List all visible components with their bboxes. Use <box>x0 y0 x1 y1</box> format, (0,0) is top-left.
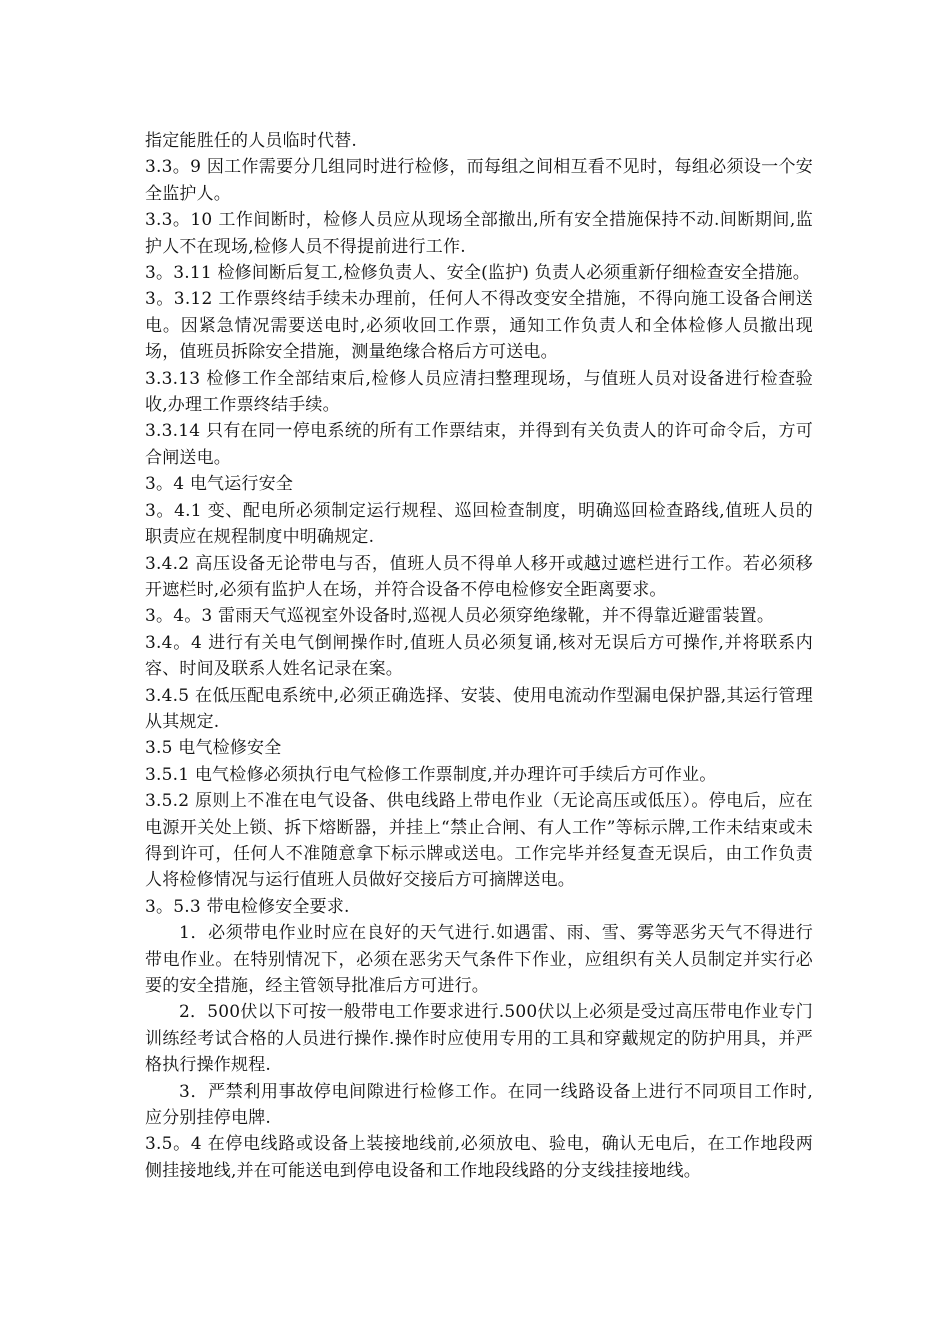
paragraph-3-4-2: 3.4.2 高压设备无论带电与否，值班人员不得单人移开或越过遮栏进行工作。若必须移开遮栏时,必须有监护人在场，并符合设备不停电检修安全距离要求。 <box>145 553 813 600</box>
paragraph-3-5-2: 3.5.2 原则上不准在电气设备、供电线路上带电作业（无论高压或低压）。停电后，应在电源开关处上锁、拆下熔断器，并挂上“禁止合闸、有人工作”等标示牌,工作未结束或未得到许可，任何人不准随意拿下标示牌或送电。工作完毕并经复查无误后，由工作负责人将检修情况与运行值班人员做好交接后方可摘牌送电。 <box>145 791 813 891</box>
paragraph-substitute-staff: 指定能胜任的人员临时代替. <box>145 131 358 151</box>
paragraph-3-3-11: 3。3.11 检修间断后复工,检修负责人、安全(监护) 负责人必须重新仔细检查安全措施。 <box>145 263 810 284</box>
list-item-2: 2．500伏以下可按一般带电工作要求进行.500伏以上必须是受过高压带电作业专门训练经考试合格的人员进行操作.操作时应使用专用的工具和穿戴规定的防护用具，并严格执行操作规程. <box>145 1002 813 1076</box>
paragraph-3-5-4: 3.5。4 在停电线路或设备上装接地线前,必须放电、验电，确认无电后，在工作地段两侧挂接地线,并在可能送电到停电设备和工作地段线路的分支线挂接地线。 <box>145 1134 813 1181</box>
paragraph-3-4-1: 3。4.1 变、配电所必须制定运行规程、巡回检查制度，明确巡回检查路线,值班人员的职责应在规程制度中明确规定. <box>145 500 813 548</box>
paragraph-3-3-10: 3.3。10 工作间断时，检修人员应从现场全部撤出,所有安全措施保持不动.间断期间,监护人不在现场,检修人员不得提前进行工作. <box>145 210 813 257</box>
paragraph-3-5-3: 3。5.3 带电检修安全要求. <box>145 896 350 917</box>
paragraph-3-4-3: 3。4。3 雷雨天气巡视室外设备时,巡视人员必须穿绝缘靴，并不得靠近避雷装置。 <box>145 606 775 627</box>
section-heading-3-4: 3。4 电气运行安全 <box>145 474 294 495</box>
paragraph-3-3-13: 3.3.13 检修工作全部结束后,检修人员应清扫整理现场，与值班人员对设备进行检查验收,办理工作票终结手续。 <box>145 368 813 416</box>
list-item-3: 3．严禁利用事故停电间隙进行检修工作。在同一线路设备上进行不同项目工作时,应分别挂停电牌. <box>145 1081 813 1129</box>
section-heading-3-5: 3.5 电气检修安全 <box>145 738 282 759</box>
paragraph-3-4-5: 3.4.5 在低压配电系统中,必须正确选择、安装、使用电流动作型漏电保护器,其运行管理从其规定. <box>145 685 813 732</box>
document-body <box>145 128 813 1184</box>
paragraph-3-3-14: 3.3.14 只有在同一停电系统的所有工作票结束，并得到有关负责人的许可命令后，方可合闸送电。 <box>145 421 813 468</box>
paragraph-3-4-4: 3.4。4 进行有关电气倒闸操作时,值班人员必须复诵,核对无误后方可操作,并将联系内容、时间及联系人姓名记录在案。 <box>145 632 813 680</box>
paragraph-3-3-9: 3.3。9 因工作需要分几组同时进行检修，而每组之间相互看不见时，每组必须设一个安全监护人。 <box>145 157 813 204</box>
list-item-1: 1．必须带电作业时应在良好的天气进行.如遇雷、雨、雪、雾等恶劣天气不得进行带电作业。在特别情况下，必须在恶劣天气条件下作业，应组织有关人员制定并实行必要的安全措施，经主管领导批准后方可进行。 <box>145 923 813 996</box>
paragraph-3-5-1: 3.5.1 电气检修必须执行电气检修工作票制度,并办理许可手续后方可作业。 <box>145 764 717 785</box>
paragraph-3-3-12: 3。3.12 工作票终结手续未办理前，任何人不得改变安全措施，不得向施工设备合闸送电。因紧急情况需要送电时,必须收回工作票，通知工作负责人和全体检修人员撤出现场，值班员拆除安全措施，测量绝缘合格后方可送电。 <box>145 289 813 363</box>
